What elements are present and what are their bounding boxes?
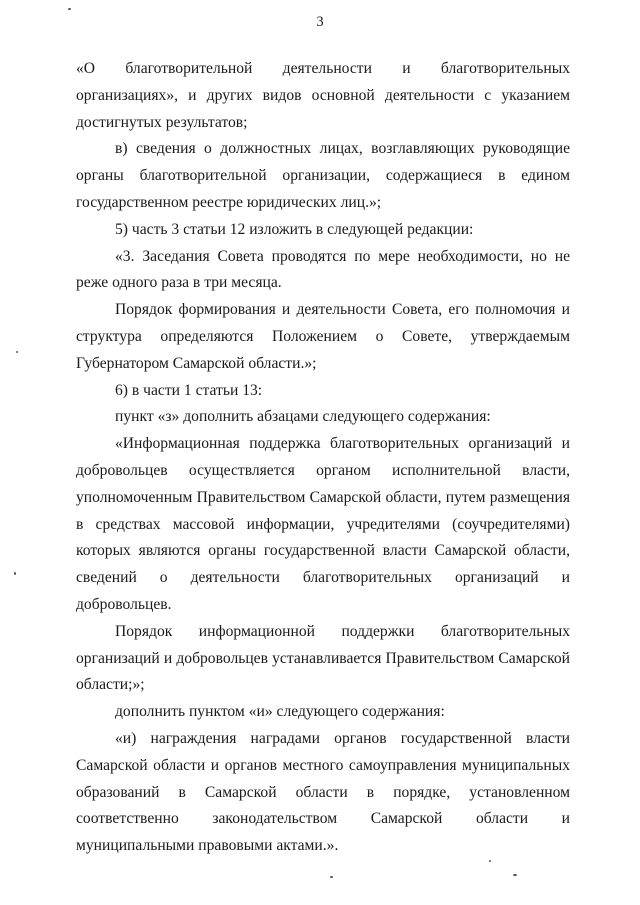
scan-speck	[330, 876, 333, 878]
scan-speck	[14, 572, 16, 575]
paragraph-support-procedure: Порядок информационной поддержки благотворительных организаций и добровольцев устанавливается Правительством Самарской области;»;	[76, 622, 570, 694]
scan-speck	[68, 8, 71, 10]
paragraph-item-5: 5) часть 3 статьи 12 изложить в следующей редакции:	[115, 220, 474, 238]
paragraph-council-meetings: «3. Заседания Совета проводятся по мере необходимости, но не реже одного раза в три месяца.	[76, 247, 570, 292]
paragraph-item-i: «и) награждения наградами органов государственной власти Самарской области и органов местного самоуправления муниципальных образований в Самарской области в порядке, установленном соответственно законодательством Самарской области и муниципальными правовыми актами.».	[76, 729, 570, 855]
scan-speck	[16, 351, 18, 353]
paragraph-information-support: «Информационная поддержка благотворительных организаций и добровольцев осуществляется органом исполнительной власти, уполномоченным Правительством Самарской области, путем размещения в средствах массовой информации, учредителями (соучредителями) которых являются органы государственной власти Самарской области, сведений о деятельности благотворительных организаций и добровольцев.	[76, 435, 570, 613]
document-body	[76, 56, 570, 860]
paragraph-council-procedure: Порядок формирования и деятельности Совета, его полномочия и структура определяются Положением о Совете, утверждаемым Губернатором Самарской области.»;	[76, 301, 570, 372]
page-number: 3	[316, 14, 324, 30]
paragraph-add-item-i: дополнить пунктом «и» следующего содержания:	[115, 703, 445, 721]
scan-speck	[489, 860, 491, 862]
paragraph-continuation: «О благотворительной деятельности и благотворительных организациях», и других видов основной деятельности с указанием достигнутых результатов;	[76, 60, 570, 131]
paragraph-item-6: 6) в части 1 статьи 13:	[115, 381, 263, 399]
paragraph-subitem-z: пункт «з» дополнить абзацами следующего содержания:	[115, 408, 491, 426]
paragraph-item-v: в) сведения о должностных лицах, возглавляющих руководящие органы благотворительной организации, содержащиеся в едином государственном реестре юридических лиц.»;	[76, 140, 570, 211]
scan-speck	[513, 874, 517, 876]
